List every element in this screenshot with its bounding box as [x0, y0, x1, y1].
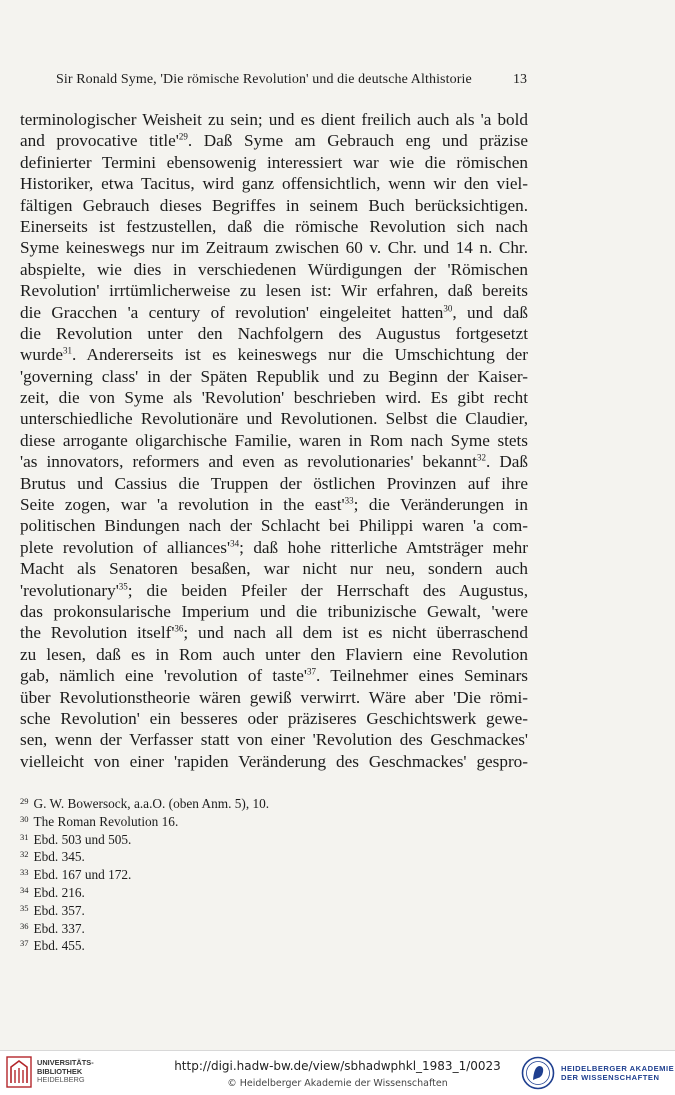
text-segment: Seite zogen, war 'a revolution in the east': [20, 495, 345, 515]
text-line: [20, 366, 528, 387]
text-line: [20, 580, 528, 601]
text-line: [20, 515, 528, 536]
footnote-text: G. W. Bowersock, a.a.O. (oben Anm. 5), 10.: [33, 796, 270, 811]
text-segment: 'revolutionary': [20, 580, 119, 600]
text-segment: terminologischer Weisheit zu sein; und es dient freilich auch als 'a bold: [20, 110, 528, 129]
footnote-marker[interactable]: 37: [306, 666, 316, 677]
text-segment: sche Revolution' ein besseres oder präziseres Geschichtswerk gewe-: [20, 708, 528, 728]
text-line: [20, 109, 528, 130]
footnote: [20, 902, 528, 920]
text-segment: . Teilnehmer eines Seminars: [315, 666, 528, 686]
footnote-marker[interactable]: 31: [62, 345, 72, 356]
text-segment: wurde: [20, 345, 63, 365]
text-line: [20, 216, 528, 237]
text-segment: Brutus und Cassius die Truppen der östlichen Provinzen auf ihre: [20, 473, 528, 493]
text-segment: 'as innovators, reformers and even as revolutionaries' bekannt: [20, 452, 477, 472]
footnote-number: 37: [20, 938, 29, 949]
footnote: [20, 813, 528, 831]
text-segment: das prokonsularische Imperium und die tribunizische Gewalt, 'were: [20, 601, 528, 621]
text-segment: definierter Termini ebensowenig interessiert war wie die römischen: [20, 152, 528, 172]
footnote-text: Ebd. 216.: [33, 884, 85, 900]
footnote-marker[interactable]: 30: [443, 302, 453, 313]
permalink-url[interactable]: http://digi.hadw-bw.de/view/sbhadwphkl_1983_1/0023: [174, 1059, 501, 1073]
viewer-footer: [0, 1050, 675, 1095]
text-line: [20, 622, 528, 643]
text-line: [20, 302, 528, 323]
text-segment: diese arrogante oligarchische Familie, waren in Rom nach Syme stets: [20, 430, 528, 450]
footnote-text: Ebd. 357.: [33, 902, 85, 918]
text-segment: vielleicht von einer 'rapiden Veränderung des Geschmackes' gespro-: [20, 751, 528, 771]
text-line: [20, 195, 528, 216]
text-line: [20, 537, 528, 558]
text-segment: plete revolution of alliances': [20, 537, 231, 557]
footnote-number: 31: [20, 831, 29, 842]
copyright-notice: © Heidelberger Akademie der Wissenschaften: [227, 1078, 448, 1089]
footnote-number: 33: [20, 867, 29, 878]
text-segment: ; daß hohe ritterliche Amtsträger mehr: [239, 537, 528, 557]
footnote-marker[interactable]: 29: [178, 131, 188, 142]
text-segment: 'governing class' in der Späten Republik und zu Beginn der Kaiser-: [20, 366, 528, 386]
footnote-marker[interactable]: 34: [230, 538, 240, 549]
text-segment: . Andererseits ist es keineswegs nur die Umschichtung der: [71, 345, 528, 365]
footnote: [20, 866, 528, 884]
text-segment: die Revolution unter den Nachfolgern des Augustus fortgesetzt: [20, 323, 528, 343]
text-segment: Macht als Senatoren besaßen, war nicht nur neu, sondern auch: [20, 559, 528, 579]
text-segment: zeit, die von Syme als 'Revolution' beschrieben wird. Es gibt recht: [20, 388, 528, 408]
text-segment: the Revolution itself': [20, 623, 175, 643]
text-segment: politischen Bindungen nach der Schlacht bei Philippi waren 'a com-: [20, 516, 528, 536]
text-line: [20, 152, 528, 173]
text-segment: abspielte, wie dies in verschiedenen Würdigungen der 'Römischen: [20, 259, 528, 279]
footnote-text: The Roman Revolution 16.: [33, 813, 179, 829]
running-head: Sir Ronald Syme, 'Die römische Revolution' und die deutsche Althistorie: [56, 72, 472, 87]
footnote-text: Ebd. 503 und 505.: [33, 831, 132, 847]
text-line: [20, 451, 528, 472]
footnote: [20, 848, 528, 866]
university-library-logo-text: UNIVERSITÄTS- BIBLIOTHEK HEIDELBERG: [37, 1058, 94, 1085]
footnote: [20, 920, 528, 938]
text-line: [20, 173, 528, 194]
footnote-text: Ebd. 167 und 172.: [33, 867, 132, 883]
footnote: [20, 795, 528, 813]
text-segment: Syme keineswegs nur im Zeitraum zwischen 60 v. Chr. und 14 n. Chr.: [20, 238, 528, 258]
footnote-number: 34: [20, 884, 29, 895]
text-segment: die Gracchen 'a century of revolution' eingeleitet hatten: [20, 302, 444, 322]
text-segment: sen, wenn der Verfasser statt von einer 'Revolution des Geschmackes': [20, 730, 528, 750]
text-line: [20, 323, 528, 344]
footnote-number: 30: [20, 813, 29, 824]
text-segment: Einerseits ist festzustellen, daß die römische Revolution sich nach: [20, 216, 528, 236]
text-segment: . Daß: [485, 452, 529, 472]
footnote-marker[interactable]: 36: [174, 623, 184, 634]
footnotes: [20, 795, 528, 955]
text-segment: ; und nach all dem ist es nicht überraschend: [183, 623, 528, 643]
text-line: [20, 558, 528, 579]
footnote: [20, 937, 528, 955]
footnote-text: Ebd. 337.: [33, 920, 85, 936]
text-line: [20, 687, 528, 708]
text-segment: . Daß Syme am Gebrauch eng und präzise: [187, 131, 528, 151]
text-line: [20, 130, 528, 151]
footnote-number: 29: [20, 796, 29, 806]
footnote-number: 36: [20, 920, 29, 931]
text-line: [20, 430, 528, 451]
page-number: 13: [513, 72, 527, 87]
footnote-text: Ebd. 455.: [33, 938, 85, 954]
text-segment: gab, nämlich eine 'revolution of taste': [20, 666, 307, 686]
text-line: [20, 708, 528, 729]
text-line: [20, 387, 528, 408]
text-line: [20, 344, 528, 365]
footnote-marker[interactable]: 33: [344, 495, 354, 506]
text-segment: Historiker, etwa Tacitus, wird ganz offensichtlich, wenn wir den viel-: [20, 174, 528, 194]
text-segment: Revolution' irrtümlicherweise zu lesen ist: Wir erfahren, daß bereits: [20, 281, 528, 301]
text-line: [20, 473, 528, 494]
text-line: [20, 408, 528, 429]
text-segment: unterschiedliche Revolutionäre und Revolutionen. Selbst die Claudier,: [20, 409, 528, 429]
text-line: [20, 259, 528, 280]
text-line: [20, 644, 528, 665]
text-line: [20, 729, 528, 750]
footnote-marker[interactable]: 35: [118, 580, 128, 591]
text-line: [20, 665, 528, 686]
footnote: [20, 831, 528, 849]
text-line: [20, 601, 528, 622]
text-line: [20, 751, 528, 772]
text-segment: and provocative title': [20, 131, 179, 151]
text-segment: , und daß: [452, 302, 529, 322]
text-line: [20, 280, 528, 301]
text-line: [20, 494, 528, 515]
footnote: [20, 884, 528, 902]
footnote-marker[interactable]: 32: [476, 452, 486, 463]
text-segment: zu lesen, daß es in Rom auch unter den Flaviern eine Revolution: [20, 644, 528, 664]
academy-logo-text: HEIDELBERGER AKADEMIE DER WISSENSCHAFTEN: [561, 1064, 675, 1083]
footnote-number: 35: [20, 902, 29, 913]
footnote-number: 32: [20, 849, 29, 860]
body-text: [20, 109, 528, 772]
text-line: [20, 237, 528, 258]
footnote-text: Ebd. 345.: [33, 849, 85, 865]
text-segment: über Revolutionstheorie wären gewiß verwirrt. Wäre aber 'Die römi-: [20, 687, 528, 707]
text-segment: ; die beiden Pfeiler der Herrschaft des Augustus,: [127, 580, 528, 600]
text-segment: ; die Veränderungen in: [353, 495, 528, 515]
academy-seal-icon: [521, 1056, 555, 1090]
text-segment: fältigen Gebrauch dieses Begriffes in seinem Buch berücksichtigen.: [20, 195, 528, 215]
